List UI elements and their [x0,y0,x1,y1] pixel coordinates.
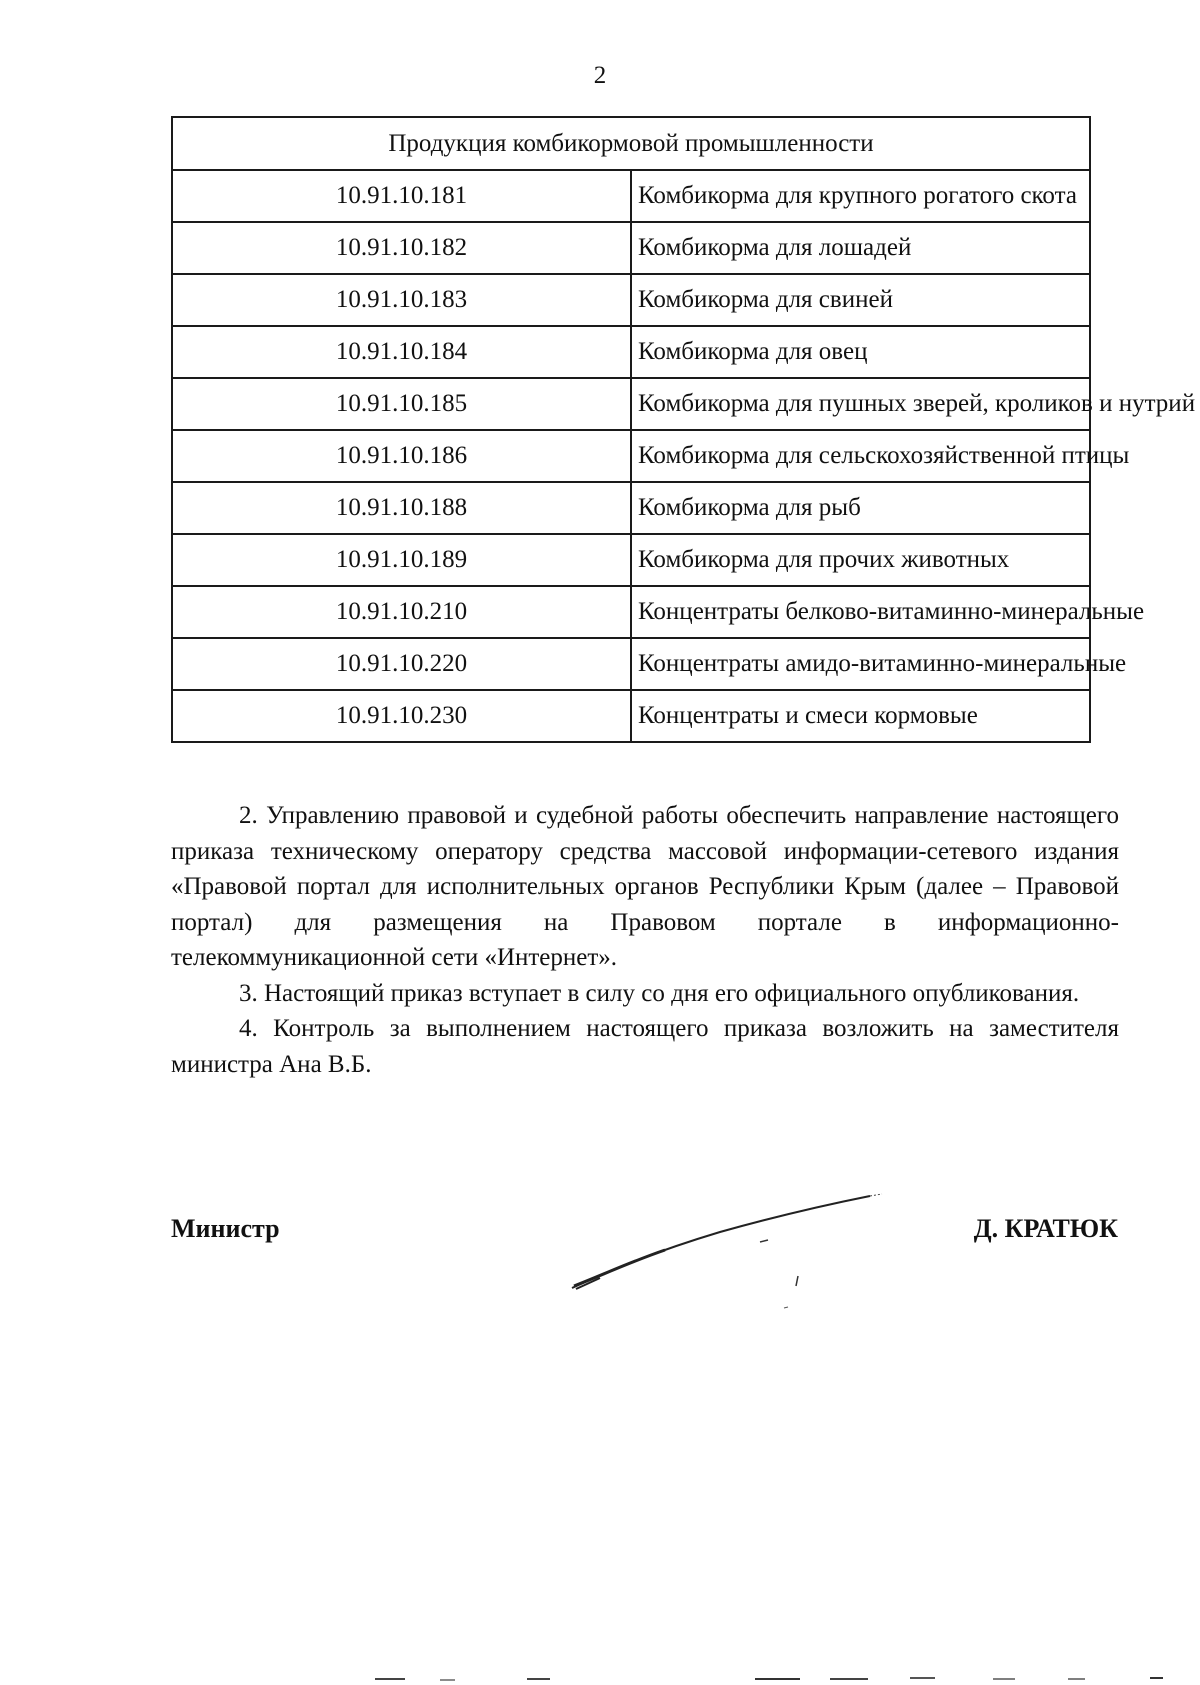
product-name: Комбикорма для сельскохозяйственной птицы [631,430,1090,482]
signatory-name: Д. КРАТЮК [973,1214,1118,1243]
product-name: Концентраты и смеси кормовые [631,690,1090,742]
product-name: Концентраты белково-витаминно-минеральные [631,586,1090,638]
product-code: 10.91.10.188 [172,482,631,534]
order-body [171,798,1119,1082]
handwritten-signature [570,1190,890,1330]
table-row [172,378,1090,430]
okpd-code-table [171,116,1196,743]
paragraph-2: 2. Управлению правовой и судебной работы обеспечить направление настоящего приказа техническому оператору средства массовой информации-сетевого издания «Правовой портал для исполнительных органов Республики Крым (далее – Правовой портал) для размещения на Правовом портале в информационно-телекоммуникационной сети «Интернет». [171,802,1119,971]
product-code: 10.91.10.189 [172,534,631,586]
table-header-row [172,117,1090,170]
product-name: Комбикорма для пушных зверей, кроликов и нутрий [631,378,1090,430]
product-name: Концентраты амидо-витаминно-минеральные [631,638,1090,690]
product-code: 10.91.10.184 [172,326,631,378]
paragraph-3: 3. Настоящий приказ вступает в силу со дня его официального опубликования. [239,979,1080,1007]
product-code: 10.91.10.230 [172,690,631,742]
product-code: 10.91.10.220 [172,638,631,690]
product-code: 10.91.10.185 [172,378,631,430]
product-code: 10.91.10.181 [172,170,631,222]
table-section-header: Продукция комбикормовой промышленности [172,117,1090,170]
product-name: Комбикорма для лошадей [631,222,1090,274]
scan-artifacts [0,1670,1200,1685]
table-row [172,222,1090,274]
table-row [172,638,1090,690]
table-row [172,690,1090,742]
table-row [172,586,1090,638]
product-code: 10.91.10.186 [172,430,631,482]
product-name: Комбикорма для крупного рогатого скота [631,170,1090,222]
paragraph-4: 4. Контроль за выполнением настоящего приказа возложить на заместителя министра Ана В.Б. [171,1015,1119,1078]
product-name: Комбикорма для овец [631,326,1090,378]
table-row [172,482,1090,534]
table-row [172,274,1090,326]
product-name: Комбикорма для рыб [631,482,1090,534]
table-row [172,170,1090,222]
table-row [172,430,1090,482]
product-code: 10.91.10.183 [172,274,631,326]
signatory-title: Министр [171,1214,280,1243]
product-name: Комбикорма для свиней [631,274,1090,326]
table-row [172,534,1090,586]
page-number: 2 [593,62,607,89]
table-row [172,326,1090,378]
product-code: 10.91.10.210 [172,586,631,638]
product-name: Комбикорма для прочих животных [631,534,1090,586]
product-code: 10.91.10.182 [172,222,631,274]
